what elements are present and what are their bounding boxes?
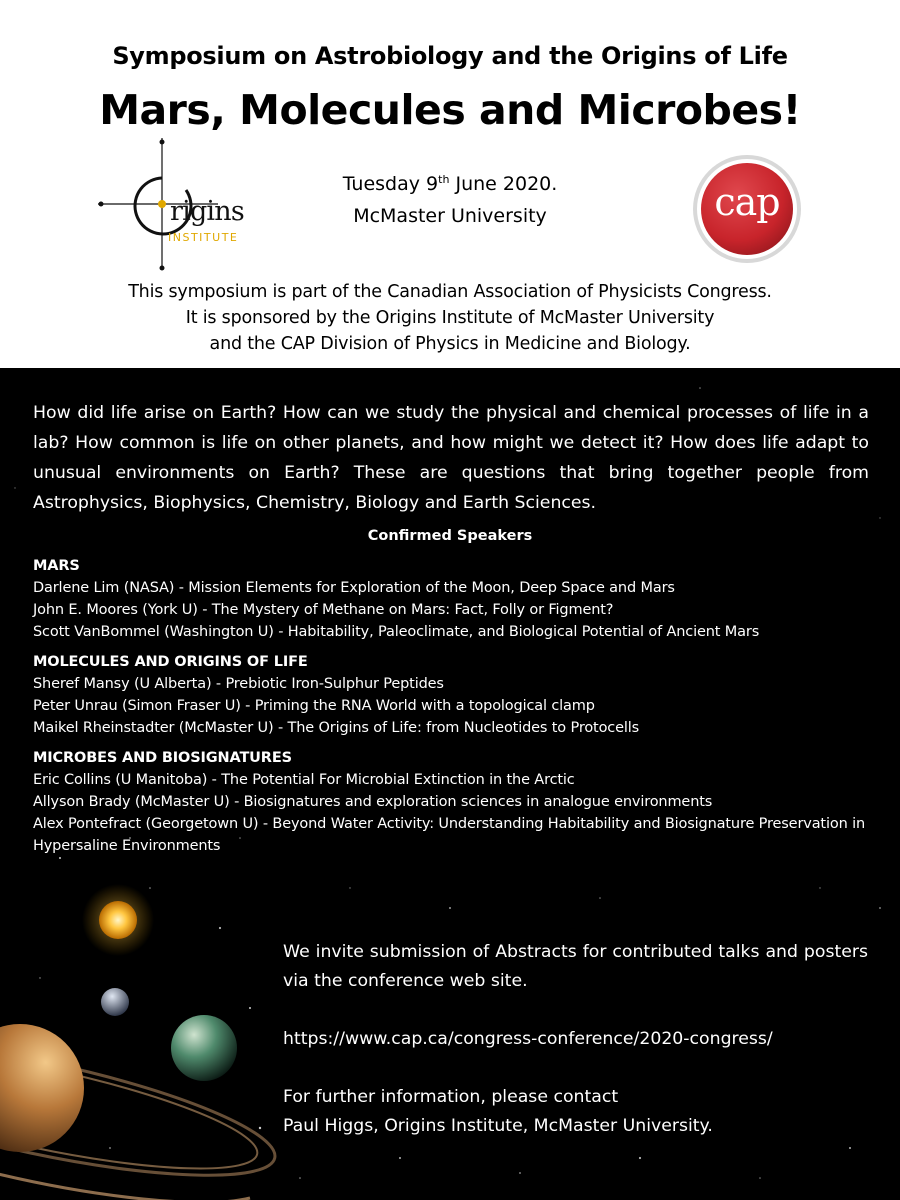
green-planet bbox=[171, 1015, 237, 1081]
speaker-item: Eric Collins (U Manitoba) - The Potential For Microbial Extinction in the Arctic bbox=[33, 772, 575, 788]
group-title: MARS bbox=[33, 558, 80, 574]
speaker-item: Sheref Mansy (U Alberta) - Prebiotic Iron-Sulphur Peptides bbox=[33, 676, 444, 692]
event-venue: McMaster University bbox=[353, 205, 547, 227]
origins-institute-logo bbox=[98, 138, 268, 274]
cap-wordmark: cap bbox=[714, 180, 780, 224]
speaker-item: Maikel Rheinstadter (McMaster U) - The Origins of Life: from Nucleotides to Protocells bbox=[33, 720, 640, 736]
speaker-item: Scott VanBommel (Washington U) - Habitability, Paleoclimate, and Biological Potential of Ancient Mars bbox=[33, 624, 760, 640]
speaker-item: Peter Unrau (Simon Fraser U) - Priming the RNA World with a topological clamp bbox=[33, 698, 595, 714]
speaker-item: Allyson Brady (McMaster U) - Biosignatures and exploration sciences in analogue environments bbox=[33, 794, 713, 810]
speakers-heading: Confirmed Speakers bbox=[367, 528, 533, 544]
group-title: MOLECULES AND ORIGINS OF LIFE bbox=[33, 654, 308, 670]
contact-line-1: For further information, please contact bbox=[283, 1087, 619, 1107]
sponsor-statement bbox=[0, 279, 900, 357]
symposium-title: Symposium on Astrobiology and the Origins of Life bbox=[112, 42, 788, 70]
speaker-group-mars bbox=[33, 555, 873, 643]
speakers-list bbox=[33, 555, 873, 865]
invitation-block bbox=[283, 938, 868, 1141]
speaker-group-microbes bbox=[33, 747, 873, 857]
event-date bbox=[300, 168, 600, 232]
main-title: Mars, Molecules and Microbes! bbox=[99, 86, 801, 134]
speaker-item: John E. Moores (York U) - The Mystery of Methane on Mars: Fact, Folly or Figment? bbox=[33, 602, 614, 618]
small-planet bbox=[101, 988, 129, 1016]
speaker-group-molecules bbox=[33, 651, 873, 739]
sun-planet bbox=[99, 901, 137, 939]
ringed-planet bbox=[0, 1013, 284, 1200]
abstract-call: We invite submission of Abstracts for contributed talks and posters via the conference web site. bbox=[283, 942, 868, 991]
speaker-item: Darlene Lim (NASA) - Mission Elements for Exploration of the Moon, Deep Space and Mars bbox=[33, 580, 675, 596]
header-section bbox=[0, 0, 900, 368]
cap-logo bbox=[692, 154, 802, 264]
contact-line-2: Paul Higgs, Origins Institute, McMaster University. bbox=[283, 1116, 713, 1136]
sponsor-line-2: It is sponsored by the Origins Institute of McMaster University bbox=[185, 308, 715, 328]
speaker-item: Alex Pontefract (Georgetown U) - Beyond Water Activity: Understanding Habitability and Biosignature Preservation in Hypersaline Environments bbox=[33, 816, 865, 854]
sponsor-line-1: This symposium is part of the Canadian Association of Physicists Congress. bbox=[128, 282, 772, 302]
space-background-section bbox=[0, 368, 900, 1200]
institute-wordmark: INSTITUTE bbox=[168, 231, 239, 244]
conference-url[interactable]: https://www.cap.ca/congress-conference/2020-congress/ bbox=[283, 1029, 773, 1049]
intro-paragraph: How did life arise on Earth? How can we study the physical and chemical processes of life in a lab? How common is life on other planets, and how might we detect it? How does life adapt to unusual environments on Earth? These are questions that bring together people from Astrophysics, Biophysics, Chemistry, Biology and Earth Sciences. bbox=[33, 403, 869, 513]
date-ordinal: th bbox=[438, 173, 450, 186]
origins-wordmark: rigins bbox=[170, 196, 244, 227]
date-month-year: June 2020. bbox=[449, 173, 558, 195]
group-title: MICROBES AND BIOSIGNATURES bbox=[33, 750, 292, 766]
date-day: Tuesday 9 bbox=[342, 173, 439, 195]
sponsor-line-3: and the CAP Division of Physics in Medicine and Biology. bbox=[209, 334, 691, 354]
